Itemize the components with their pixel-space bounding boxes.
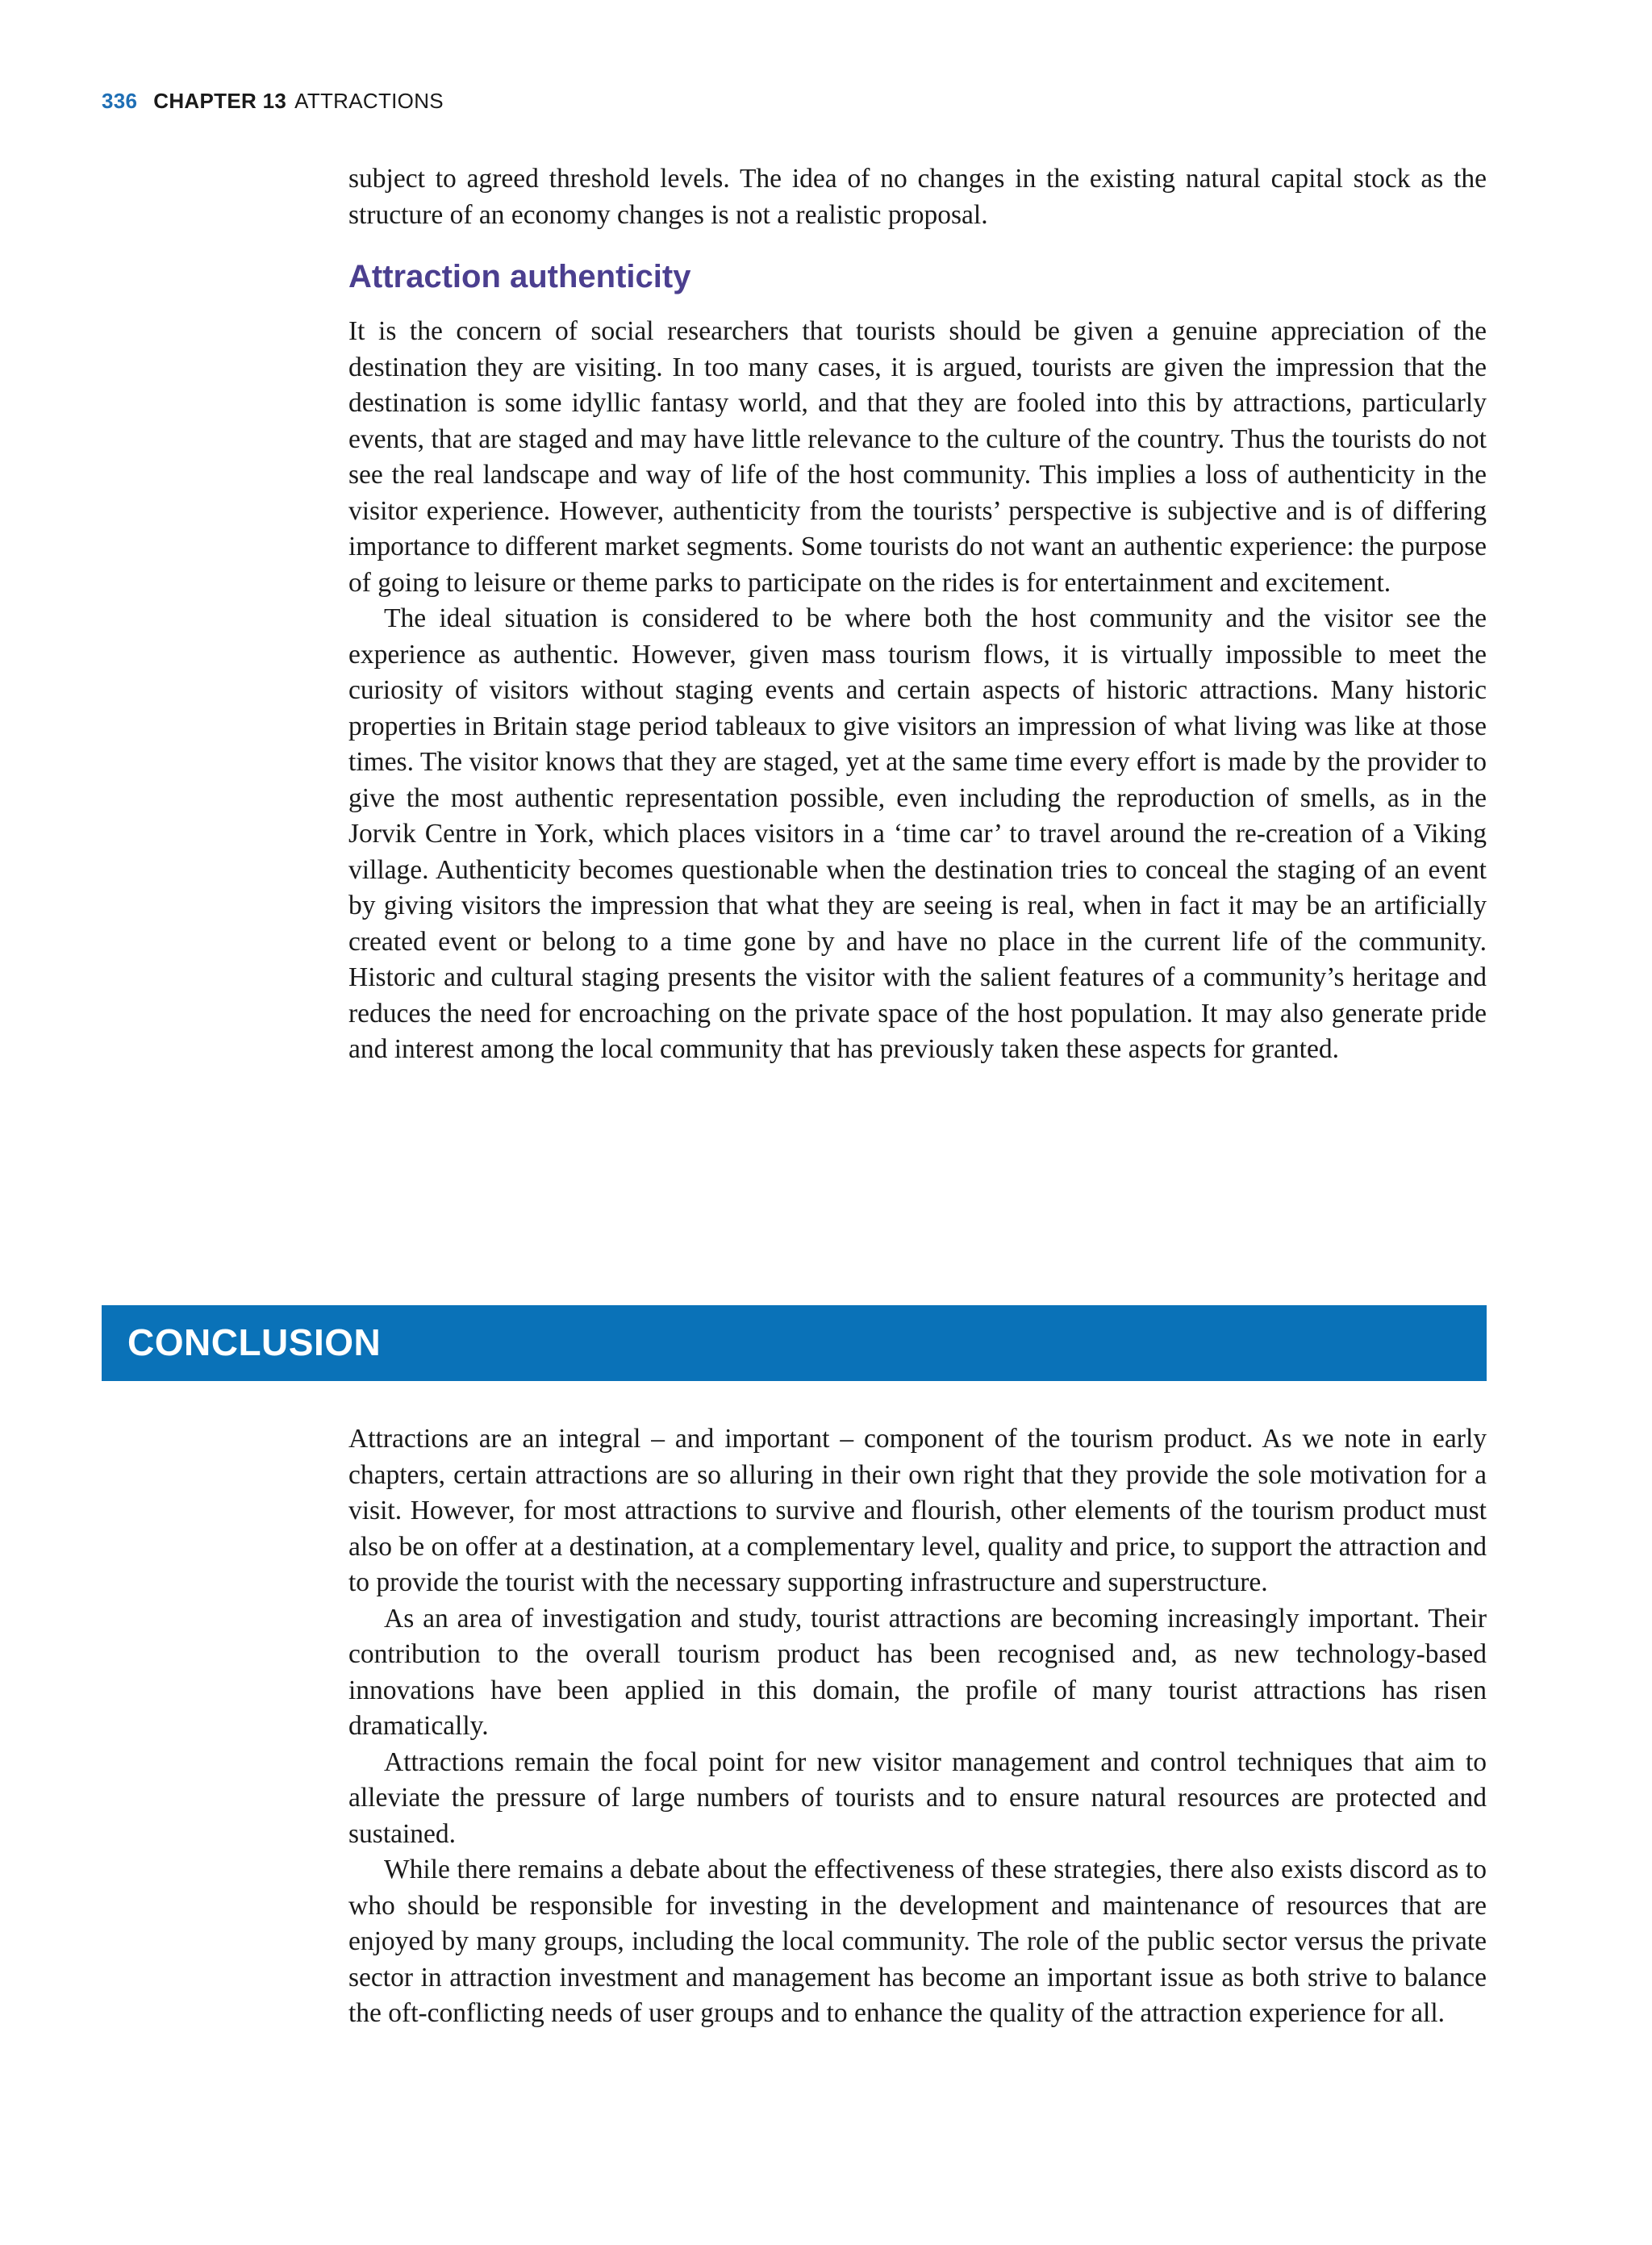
- page-number: 336: [102, 89, 138, 113]
- authenticity-paragraph-2: The ideal situation is considered to be where both the host community and the visitor see the experience as authentic. However, given mass tourism flows, it is virtually impossible to meet the curiosity of visitors without staging events and certain aspects of historic attractions. Many historic properties in Britain stage period tableaux to give visitors an impression of what living was like at those times. The visitor knows that they are staged, yet at the same time every effort is made by the provider to give the most authentic representation possible, even including the reproduction of smells, as in the Jorvik Centre in York, which places visitors in a ‘time car’ to travel around the re-creation of a Viking village. Authenticity becomes questionable when the destination tries to conceal the staging of an event by giving visitors the impression that what they are seeing is real, when in fact it may be an artificially created event or belong to a time gone by and have no place in the current life of the community. Historic and cultural staging presents the visitor with the salient features of a community’s heritage and reduces the need for encroaching on the private space of the host population. It may also generate pride and interest among the local community that has previously taken these aspects for granted.: [348, 603, 1487, 1064]
- conclusion-paragraph-4: While there remains a debate about the effectiveness of these strategies, there also exists discord as to who should be responsible for investing in the development and maintenance of resources that are enjoyed by many groups, including the local community. The role of the public sector versus the private sector in attraction investment and management has become an important issue as both strive to balance the oft-conflicting needs of user groups and to enhance the quality of the attraction experience for all.: [348, 1855, 1487, 2028]
- section-heading-authenticity: Attraction authenticity: [348, 259, 691, 294]
- chapter-label: CHAPTER 13: [153, 89, 287, 113]
- conclusion-heading: CONCLUSION: [127, 1321, 382, 1363]
- conclusion-paragraph-1: Attractions are an integral – and important – component of the tourism product. As we note in early chapters, certain attractions are so alluring in their own right that they provide the sole motivation for a visit. However, for most attractions to survive and flourish, other elements of the tourism product must also be on offer at a destination, at a complementary level, quality and price, to support the attraction and to provide the tourist with the necessary supporting infrastructure and superstructure.: [348, 1424, 1487, 1597]
- chapter-title: ATTRACTIONS: [294, 89, 444, 113]
- conclusion-text-column: [348, 1421, 1487, 2032]
- conclusion-paragraph-2: As an area of investigation and study, tourist attractions are becoming increasingly important. Their contribution to the overall tourism product has been recognised and, as new technology-based innovations have been applied in this domain, the profile of many tourist attractions has risen dramatically.: [348, 1603, 1487, 1741]
- continuation-paragraph: subject to agreed threshold levels. The idea of no changes in the existing natural capital stock as the structure of an economy changes is not a realistic proposal.: [348, 164, 1487, 230]
- running-head: [102, 89, 444, 114]
- authenticity-paragraph-1: It is the concern of social researchers that tourists should be given a genuine appreciation of the destination they are visiting. In too many cases, it is argued, tourists are given the impression that the destination is some idyllic fantasy world, and that they are fooled into this by attractions, particularly events, that are staged and may have little relevance to the culture of the country. Thus the tourists do not see the real landscape and way of life of the host community. This implies a loss of authenticity in the visitor experience. However, authenticity from the tourists’ perspective is subjective and is of differing importance to different market segments. Some tourists do not want an authentic experience: the purpose of going to leisure or theme parks to participate on the rides is for entertainment and excitement.: [348, 316, 1487, 598]
- conclusion-banner: [102, 1305, 1487, 1381]
- conclusion-paragraph-3: Attractions remain the focal point for new visitor management and control techniques that aim to alleviate the pressure of large numbers of tourists and to ensure natural resources are protected and sustained.: [348, 1746, 1487, 1849]
- upper-text-column: [348, 161, 1487, 1068]
